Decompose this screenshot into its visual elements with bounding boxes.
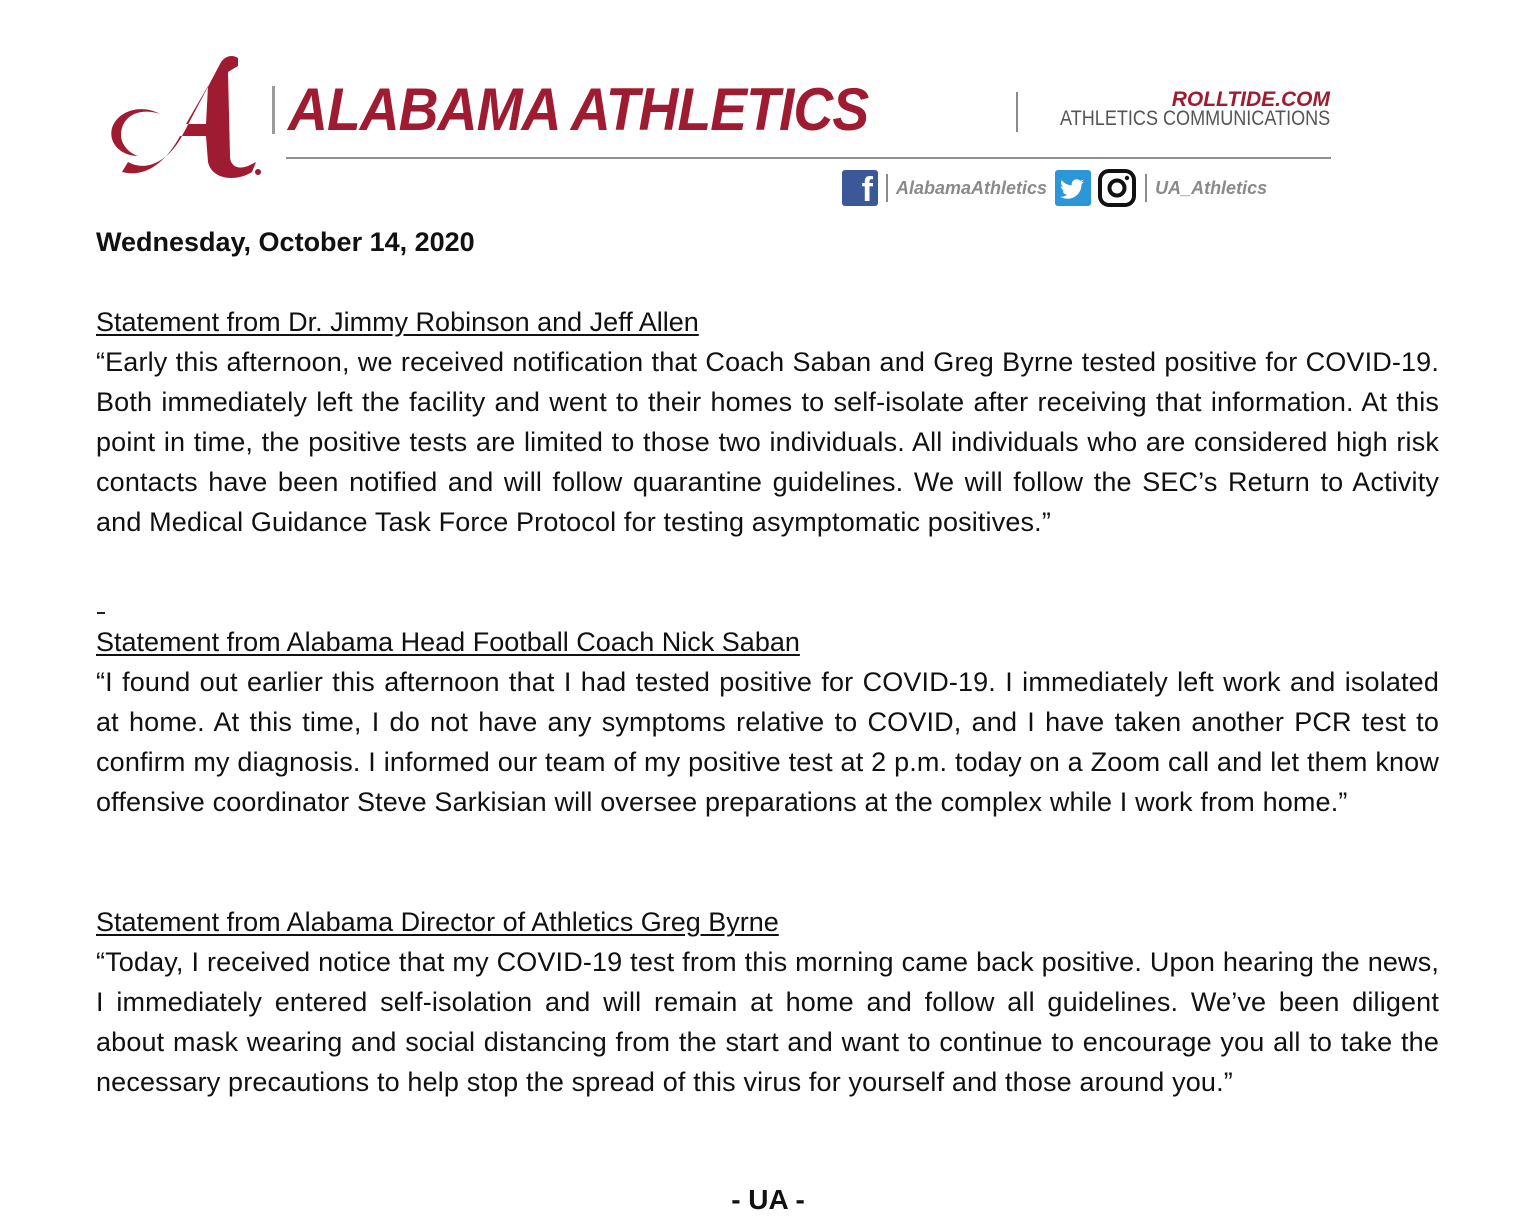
social-row bbox=[842, 168, 1267, 208]
instagram-icon bbox=[1097, 168, 1137, 208]
statement-heading: Statement from Dr. Jimmy Robinson and Jeff Allen bbox=[96, 307, 699, 337]
statement-saban bbox=[96, 622, 1439, 822]
twitter-icon bbox=[1055, 170, 1091, 206]
facebook-icon: f bbox=[842, 170, 878, 206]
facebook-handle: AlabamaAthletics bbox=[896, 177, 1048, 198]
document-date: Wednesday, October 14, 2020 bbox=[96, 227, 475, 257]
statement-heading: Statement from Alabama Head Football Coach Nick Saban bbox=[96, 627, 800, 657]
brand-name: ALABAMA ATHLETICS bbox=[288, 76, 869, 143]
instagram-handle: UA_Athletics bbox=[1155, 177, 1268, 198]
stray-underline-mark bbox=[97, 612, 105, 614]
statement-body: “I found out earlier this afternoon that I had tested positive for COVID-19. I immediately left work and isolated at home. At this time, I do not have any symptoms relative to COVID, and I have taken another PCR test to confirm my diagnosis. I informed our team of my positive test at 2 p.m. today on a Zoom call and let them know offensive coordinator Steve Sarkisian will oversee preparations at the complex while I work from home.” bbox=[96, 667, 1439, 817]
statement-heading: Statement from Alabama Director of Athletics Greg Byrne bbox=[96, 907, 779, 937]
statement-body: “Early this afternoon, we received notification that Coach Saban and Greg Byrne tested positive for COVID-19. Both immediately left the facility and went to their homes to self-isolate after receiving that information. At this point in time, the positive tests are limited to those two individuals. All individuals who are considered high risk contacts have been notified and will follow quarantine guidelines. We will follow the SEC’s Return to Activity and Medical Guidance Task Force Protocol for testing asymptomatic positives.” bbox=[96, 347, 1439, 537]
logo-divider bbox=[272, 86, 275, 134]
script-a-logo-icon bbox=[108, 44, 268, 184]
letterhead bbox=[0, 0, 1536, 215]
statement-robinson-allen bbox=[96, 302, 1439, 542]
communications-divider bbox=[1016, 92, 1018, 132]
social-separator bbox=[1145, 174, 1147, 202]
statement-body: “Today, I received notice that my COVID-19 test from this morning came back positive. Upon hearing the news, I immediately entered self-isolation and will remain at home and follow all guidelines. We’ve been diligent about mask wearing and social distancing from the start and want to continue to encourage you all to take the necessary precautions to help stop the spread of this virus for yourself and those around you.” bbox=[96, 947, 1439, 1097]
social-separator bbox=[886, 174, 888, 202]
signoff: - UA - bbox=[731, 1184, 805, 1215]
site-url: ROLLTIDE.COM bbox=[1171, 88, 1330, 111]
statement-byrne bbox=[96, 902, 1439, 1102]
header-rule bbox=[286, 157, 1331, 159]
communications-label: ATHLETICS COMMUNICATIONS bbox=[1059, 107, 1330, 130]
